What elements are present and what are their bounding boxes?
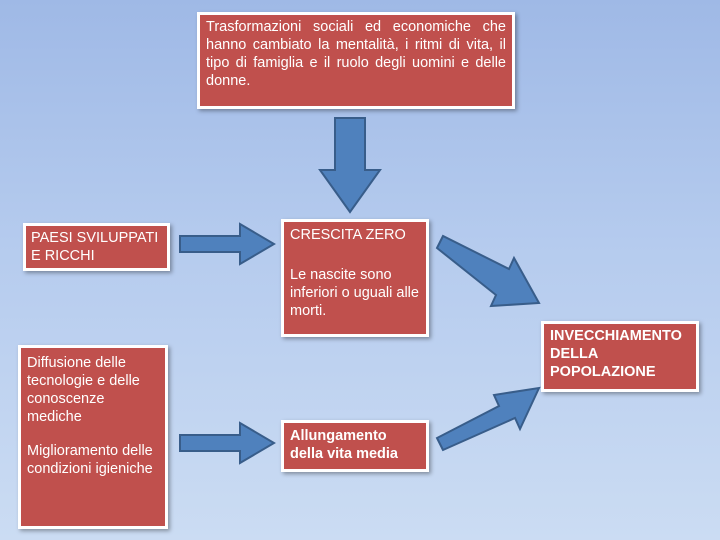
population-aging-box [541,321,699,392]
life-expectancy-box [281,420,429,472]
zero-growth-title: CRESCITA ZERO [290,227,406,243]
population-aging-text: INVECCHIAMENTO DELLA POPOLAZIONE [550,328,682,380]
diagonal-arrow-crescita-to-invecchiamento [437,236,539,306]
right-arrow-paesi-to-crescita [180,224,274,264]
social-economic-transformations-box [197,12,515,109]
hygiene-improvement-text: Miglioramento delle condizioni igieniche [27,443,153,477]
diagonal-arrow-allungamento-to-invecchiamento [437,388,539,450]
right-arrow-diffusione-to-allungamento [180,423,274,463]
zero-growth-description: Le nascite sono inferiori o uguali alle morti. [290,267,419,319]
technology-diffusion-text: Diffusione delle tecnologie e delle conoscenze mediche [27,355,140,425]
developed-countries-text: PAESI SVILUPPATI E RICCHI [31,230,159,264]
down-arrow [320,118,380,212]
life-expectancy-text: Allungamento della vita media [290,428,398,462]
zero-growth-box [281,219,429,337]
transformations-text: Trasformazioni sociali ed economiche che hanno cambiato la mentalità, i ritmi di vita, il tipo di famiglia e il ruolo degli uomini e delle donne. [206,19,506,89]
medical-progress-box [18,345,168,529]
developed-countries-box [23,223,170,271]
